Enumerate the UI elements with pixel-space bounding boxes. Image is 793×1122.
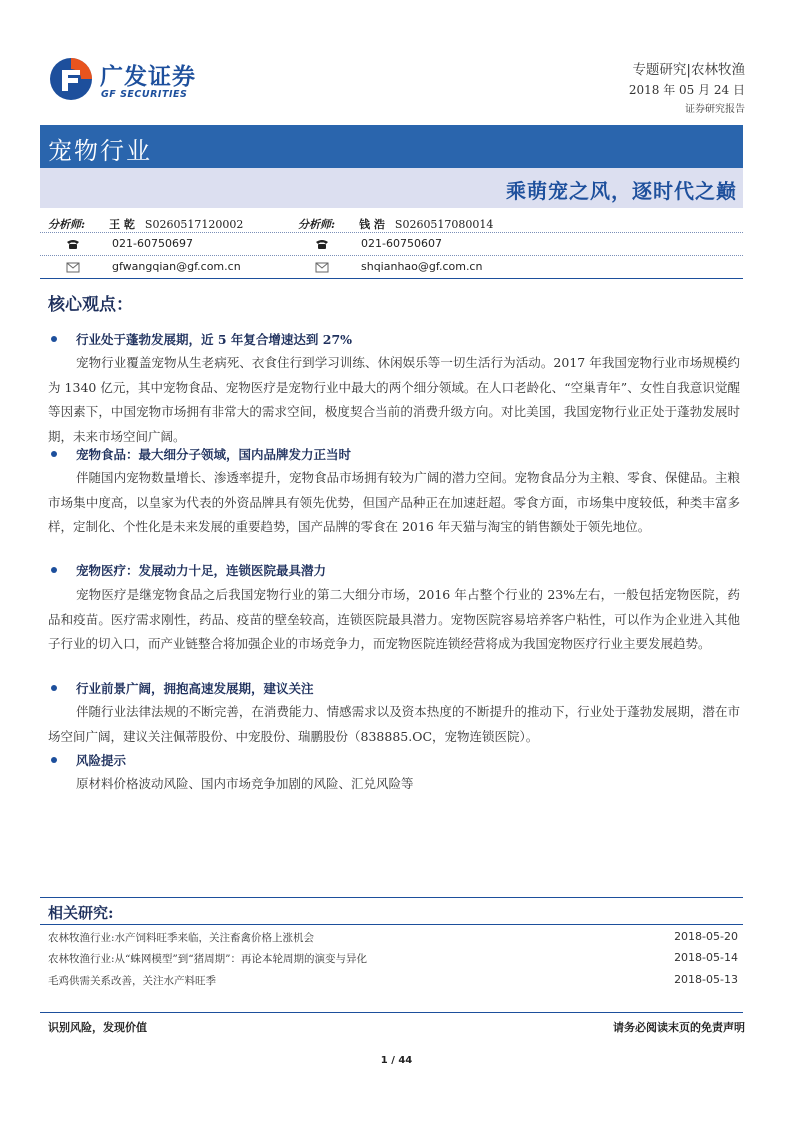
gf-logo-icon — [48, 56, 94, 102]
divider — [40, 924, 743, 925]
point-body: 伴随国内宠物数量增长、渗透率提升，宠物食品市场拥有较为广阔的潜力空间。宠物食品分为主粮、零食、保健品。主粮市场集中度高，以皇家为代表的外资品牌具有领先优势，但国产品种正在加速赶超。零食方面，市场集中度较低，种类丰富多样，定制化、个性化是未来发展的重要趋势，国产品牌的零食在 2016 年天猫与淘宝的销售额处于领先地位。 — [48, 470, 740, 534]
divider — [40, 897, 743, 898]
related-date: 2018-05-20 — [674, 930, 738, 943]
bullet-icon — [51, 567, 57, 573]
analyst-1-phone: 021-60750697 — [112, 237, 193, 250]
analyst-2-email[interactable]: shqianhao@gf.com.cn — [361, 260, 483, 273]
analyst-name: 王 乾 — [109, 218, 135, 231]
logo-en-text: GF SECURITIES — [101, 89, 188, 100]
report-date: 2018 年 05 月 24 日 — [628, 83, 745, 97]
subtitle-banner — [40, 168, 743, 208]
point-body: 伴随行业法律法规的不断完善，在消费能力、情感需求以及资本热度的不断提升的推动下，行业处于蓬勃发展期，潜在市场空间广阔，建议关注佩蒂股份、中宠股份、瑞鹏股份（838885.OC，宠物连锁医院）。 — [48, 704, 740, 744]
point-heading: 风险提示 — [76, 753, 127, 768]
bullet-icon — [51, 685, 57, 691]
point-heading: 行业处于蓬勃发展期，近 5 年复合增速达到 27% — [76, 332, 353, 347]
logo-cn-text: 广发证券 — [100, 64, 196, 90]
related-date: 2018-05-14 — [674, 951, 738, 964]
analyst-2 — [298, 216, 493, 232]
analyst-2-phone: 021-60750607 — [361, 237, 442, 250]
footer-divider — [40, 1012, 743, 1013]
point-body: 宠物行业覆盖宠物从生老病死、衣食住行到学习训练、休闲娱乐等一切生活行为活动。2017 年我国宠物行业市场规模约为 1340 亿元，其中宠物食品、宠物医疗是宠物行业中最大的两个细分领域。在人口老龄化、“空巢青年”、女性自我意识觉醒等因素下，中国宠物市场拥有非常大的需求空间，极度契合当前的消费升级方向。对比美国，我国宠物行业正处于蓬勃发展时期，未来市场空间广阔。 — [48, 355, 740, 444]
analyst-1-email[interactable]: gfwangqian@gf.com.cn — [112, 260, 241, 273]
core-title: 核心观点： — [48, 295, 133, 315]
point-heading: 宠物医疗：发展动力十足，连锁医院最具潜力 — [76, 563, 327, 578]
report-subtitle: 乘萌宠之风，逐时代之巅 — [506, 179, 737, 203]
bullet-icon — [51, 336, 57, 342]
divider — [40, 278, 743, 279]
related-item[interactable]: 农林牧渔行业:水产饲料旺季来临，关注畜禽价格上涨机会 — [48, 932, 315, 944]
point-body: 宠物医疗是继宠物食品之后我国宠物行业的第二大细分市场，2016 年占整个行业的 23%左右，一般包括宠物医院，药品和疫苗。医疗需求刚性，药品、疫苗的壁垒较高，连锁医院最具潜力。宠物医院容易培养客户粘性，可以作为企业进入其他子行业的切入口，而产业链整合将加强企业的市场竞争力，而宠物医院连锁经营将成为我国宠物医疗行业主要发展趋势。 — [48, 587, 740, 651]
related-date: 2018-05-13 — [674, 973, 738, 986]
footer-slogan: 识别风险，发现价值 — [48, 1021, 147, 1034]
footer-disclaimer[interactable]: 请务必阅读末页的免责声明 — [613, 1021, 745, 1034]
related-item[interactable]: 毛鸡供需关系改善，关注水产料旺季 — [48, 975, 216, 987]
email-icon — [66, 261, 80, 273]
analyst-label: 分析师: — [298, 218, 336, 231]
title-banner — [40, 125, 743, 168]
bullet-icon — [51, 757, 57, 763]
point-body: 原材料价格波动风险、国内市场竞争加剧的风险、汇兑风险等 — [76, 776, 414, 791]
point-heading: 行业前景广阔，拥抱高速发展期，建议关注 — [76, 681, 314, 696]
analyst-name: 钱 浩 — [359, 218, 385, 231]
page-number: 1 / 44 — [380, 1055, 413, 1066]
email-icon — [315, 261, 329, 273]
phone-icon — [315, 238, 329, 250]
phone-icon — [66, 238, 80, 250]
related-title: 相关研究: — [48, 904, 114, 922]
related-item[interactable]: 农林牧渔行业:从“蛛网模型”到“猪周期”：再论本轮周期的演变与异化 — [48, 953, 368, 965]
analyst-id: S0260517120002 — [144, 218, 244, 231]
divider — [40, 232, 743, 233]
analyst-id: S0260517080014 — [394, 218, 494, 231]
point-heading: 宠物食品：最大细分子领域，国内品牌发力正当时 — [76, 447, 352, 462]
report-meta — [629, 58, 745, 115]
analyst-1 — [48, 216, 243, 232]
analyst-label: 分析师: — [48, 218, 86, 231]
report-type: 证券研究报告 — [685, 104, 745, 115]
bullet-icon — [51, 451, 57, 457]
report-category: 专题研究|农林牧渔 — [632, 62, 745, 78]
report-title: 宠物行业 — [48, 137, 152, 165]
divider — [40, 255, 743, 256]
logo — [48, 56, 218, 102]
